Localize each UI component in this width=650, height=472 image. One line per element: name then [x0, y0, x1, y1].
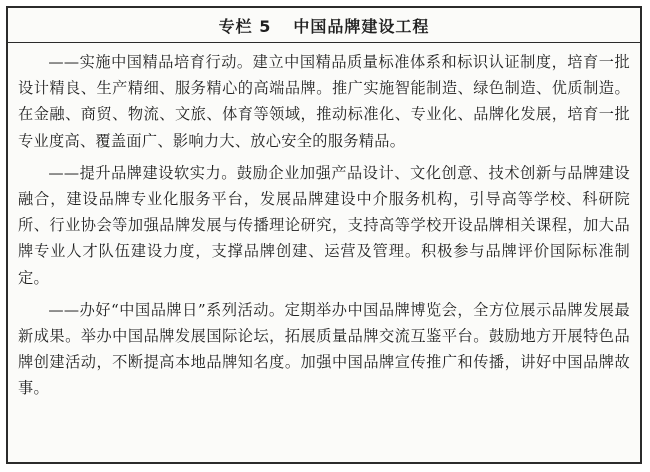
paragraph-brand-soft-power: ——提升品牌建设软实力。鼓励企业加强产品设计、文化创意、技术创新与品牌建设融合，建设品牌专业化服务平台，发展品牌建设中介服务机构，引导高等学校、科研院所、行业协会等加强品牌发展与传播理论研究，支持高等学校开设品牌相关课程，加大品牌专业人才队伍建设力度，支撑品牌创建、运营及管理。积极参与品牌评价国际标准制定。	[18, 163, 630, 287]
column-body	[8, 43, 640, 402]
column-title: 中国品牌建设工程	[293, 16, 430, 36]
paragraph-brand-quality: ——实施中国精品培育行动。建立中国精品质量标准体系和标识认证制度，培育一批设计精良、生产精细、服务精心的高端品牌。推广实施智能制造、绿色制造、优质制造。在金融、商贸、物流、文旅、体育等领域，推动标准化、专业化、品牌化发展，培育一批专业度高、覆盖面广、影响力大、放心安全的服务精品。	[18, 53, 630, 150]
column-number: 专栏 5	[218, 16, 272, 36]
paragraph-brand-day: ——办好“中国品牌日”系列活动。定期举办中国品牌博览会，全方位展示品牌发展最新成果。举办中国品牌发展国际论坛，拓展质量品牌交流互鉴平台。鼓励地方开展特色品牌创建活动，不断提高本地品牌知名度。加强中国品牌宣传推广和传播，讲好中国品牌故事。	[18, 300, 630, 398]
column-box	[6, 6, 642, 464]
column-header	[8, 8, 640, 43]
